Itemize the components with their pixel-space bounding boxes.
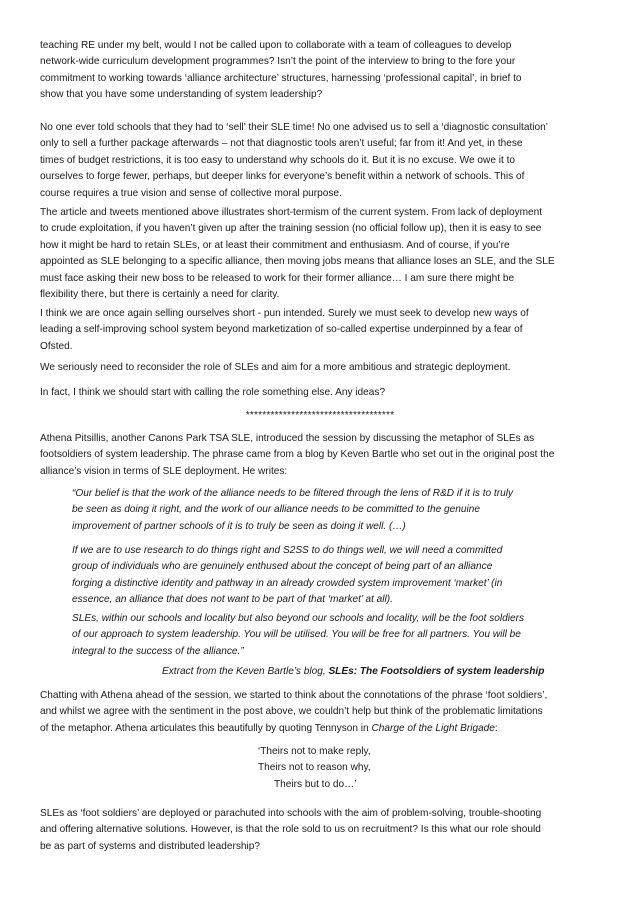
blockquote-foot-soldiers (72, 611, 572, 660)
section-separator (40, 408, 600, 424)
citation (162, 664, 602, 680)
text-line: ourselves to forge fewer, perhaps, but deeper links for everyone’s benefit within a network of schools. This of (40, 171, 525, 183)
text-line: network-wide curriculum development programmes? Isn’t the point of the interview to bring to the fore your (40, 56, 516, 68)
text-line: to crude exploitation, if you haven’t given up after the training session (no official follow up), then it is easy to see (40, 223, 542, 235)
paragraph-sell-time (40, 120, 600, 202)
text-line: of the metaphor. Athena articulates this beautifully by quoting Tennyson in (40, 722, 372, 734)
quote-line: group of individuals who are genuinely enthused about the concept of being part of an alliance (72, 561, 493, 573)
paragraph-ideas (40, 385, 600, 401)
quote-line: essence, an alliance that does not want to be part of that ‘market’ at all). (72, 594, 393, 606)
quote-line: of our approach to system leadership. You will be utilised. You will be free for all partners. You will be (72, 629, 521, 641)
text-line: be as part of systems and distributed leadership? (40, 840, 260, 852)
text-line: The article and tweets mentioned above illustrates short-termism of the current system. From lack of deployment (40, 207, 543, 218)
poem-quote (258, 744, 418, 793)
poem-line: Theirs but to do…’ (274, 778, 357, 790)
paragraph-deployed (40, 806, 600, 855)
text-line: I think we are once again selling ourselves short - pun intended. Surely we must seek to develop new ways of (40, 308, 529, 319)
paragraph-short-termism (40, 205, 600, 303)
text-line: SLEs as ‘foot soldiers’ are deployed or parachuted into schools with the aim of problem-solving, trouble-shooting (40, 808, 542, 819)
text-line: : (494, 722, 498, 734)
text-line: commitment to working towards ‘alliance architecture’ structures, harnessing ‘professional capital’, in brief to (40, 72, 522, 84)
poem-title: Charge of the Light Brigade (371, 722, 495, 734)
paragraph-reconsider (40, 360, 600, 376)
separator-stars: ************************************ (245, 410, 395, 421)
quote-line: forging a distinctive identity and pathway in an already crowded system improvement ‘market’ (in (72, 577, 503, 589)
text-line: only to sell a further package afterwards – not that diagnostic tools aren’t useful; far from it! And yet, in these (40, 138, 523, 150)
text-line: course requires a true vision and sense of collective moral purpose. (40, 187, 342, 199)
text-line: Chatting with Athena ahead of the session, we started to think about the connotations of the phrase ‘foot soldiers’, (40, 690, 548, 701)
text-line: alliance’s vision in terms of SLE deployment. He writes: (40, 465, 288, 477)
text-line: In fact, I think we should start with calling the role something else. Any ideas? (40, 387, 386, 398)
text-line: Ofsted. (40, 340, 73, 352)
blockquote-belief (72, 486, 572, 535)
quote-line: SLEs, within our schools and locality but also beyond our schools and locality, will be the foot soldiers (72, 613, 525, 624)
text-line: appointed as SLE belonging to a specific alliance, then moving jobs means that alliance loses an SLE, and the SLE (40, 256, 555, 268)
text-line: and whilst we agree with the sentiment in the post above, we couldn’t help but think of the problematic limitations (40, 706, 543, 718)
text-line: flexibility there, but there is certainly a need for clarity. (40, 289, 280, 301)
citation-blog-title: SLEs: The Footsoldiers of system leadership (328, 666, 545, 677)
text-line: times of budget restrictions, it is too easy to understand why schools do it. But it is no excuse. We owe it to (40, 154, 516, 166)
text-line: leading a self-improving school system beyond marketization of so-called expertise underpinned by a fear of (40, 324, 523, 336)
paragraph-chatting (40, 688, 600, 737)
text-line: and offering alternative solutions. However, is that the role sold to us on recruitment? Is this what our role should (40, 824, 541, 836)
quote-line: integral to the success of the alliance.” (72, 645, 244, 657)
text-line: how it might be hard to retain SLEs, or at least their commitment and enthusiasm. And of course, if you’re (40, 239, 510, 251)
text-line: must face asking their new boss to be released to work for their former alliance… I am sure there might be (40, 272, 515, 284)
quote-line: If we are to use research to do things right and S2SS to do things well, we will need a committed (72, 545, 503, 556)
paragraph-selling-short (40, 306, 600, 355)
quote-line: be seen as doing it right, and the work of our alliance needs to be committed to the genuine (72, 504, 480, 516)
paragraph-interview (40, 38, 600, 104)
citation-prefix: Extract from the Keven Bartle’s blog, (162, 666, 329, 677)
text-line: No one ever told schools that they had to ‘sell’ their SLE time! No one advised us to sell a ‘diagnostic consultation’ (40, 122, 548, 133)
text-line: teaching RE under my belt, would I not be called upon to collaborate with a team of colleagues to develop (40, 40, 512, 51)
poem-line: ‘Theirs not to make reply, (258, 746, 371, 757)
paragraph-athena-intro (40, 431, 600, 480)
quote-line: improvement of partner schools of it is to truly be seen as doing it well. (…) (72, 520, 406, 532)
text-line: We seriously need to reconsider the role of SLEs and aim for a more ambitious and strategic deployment. (40, 362, 511, 373)
blockquote-research (72, 543, 572, 609)
text-line: Athena Pitsillis, another Canons Park TSA SLE, introduced the session by discussing the metaphor of SLEs as (40, 433, 535, 444)
text-line: show that you have some understanding of system leadership? (40, 89, 323, 101)
quote-line: “Our belief is that the work of the alliance needs to be filtered through the lens of R&D if it is to truly (72, 488, 513, 499)
poem-line: Theirs not to reason why, (258, 762, 371, 774)
text-line: footsoldiers of system leadership. The phrase came from a blog by Keven Bartle who set out in the original post the (40, 449, 555, 461)
